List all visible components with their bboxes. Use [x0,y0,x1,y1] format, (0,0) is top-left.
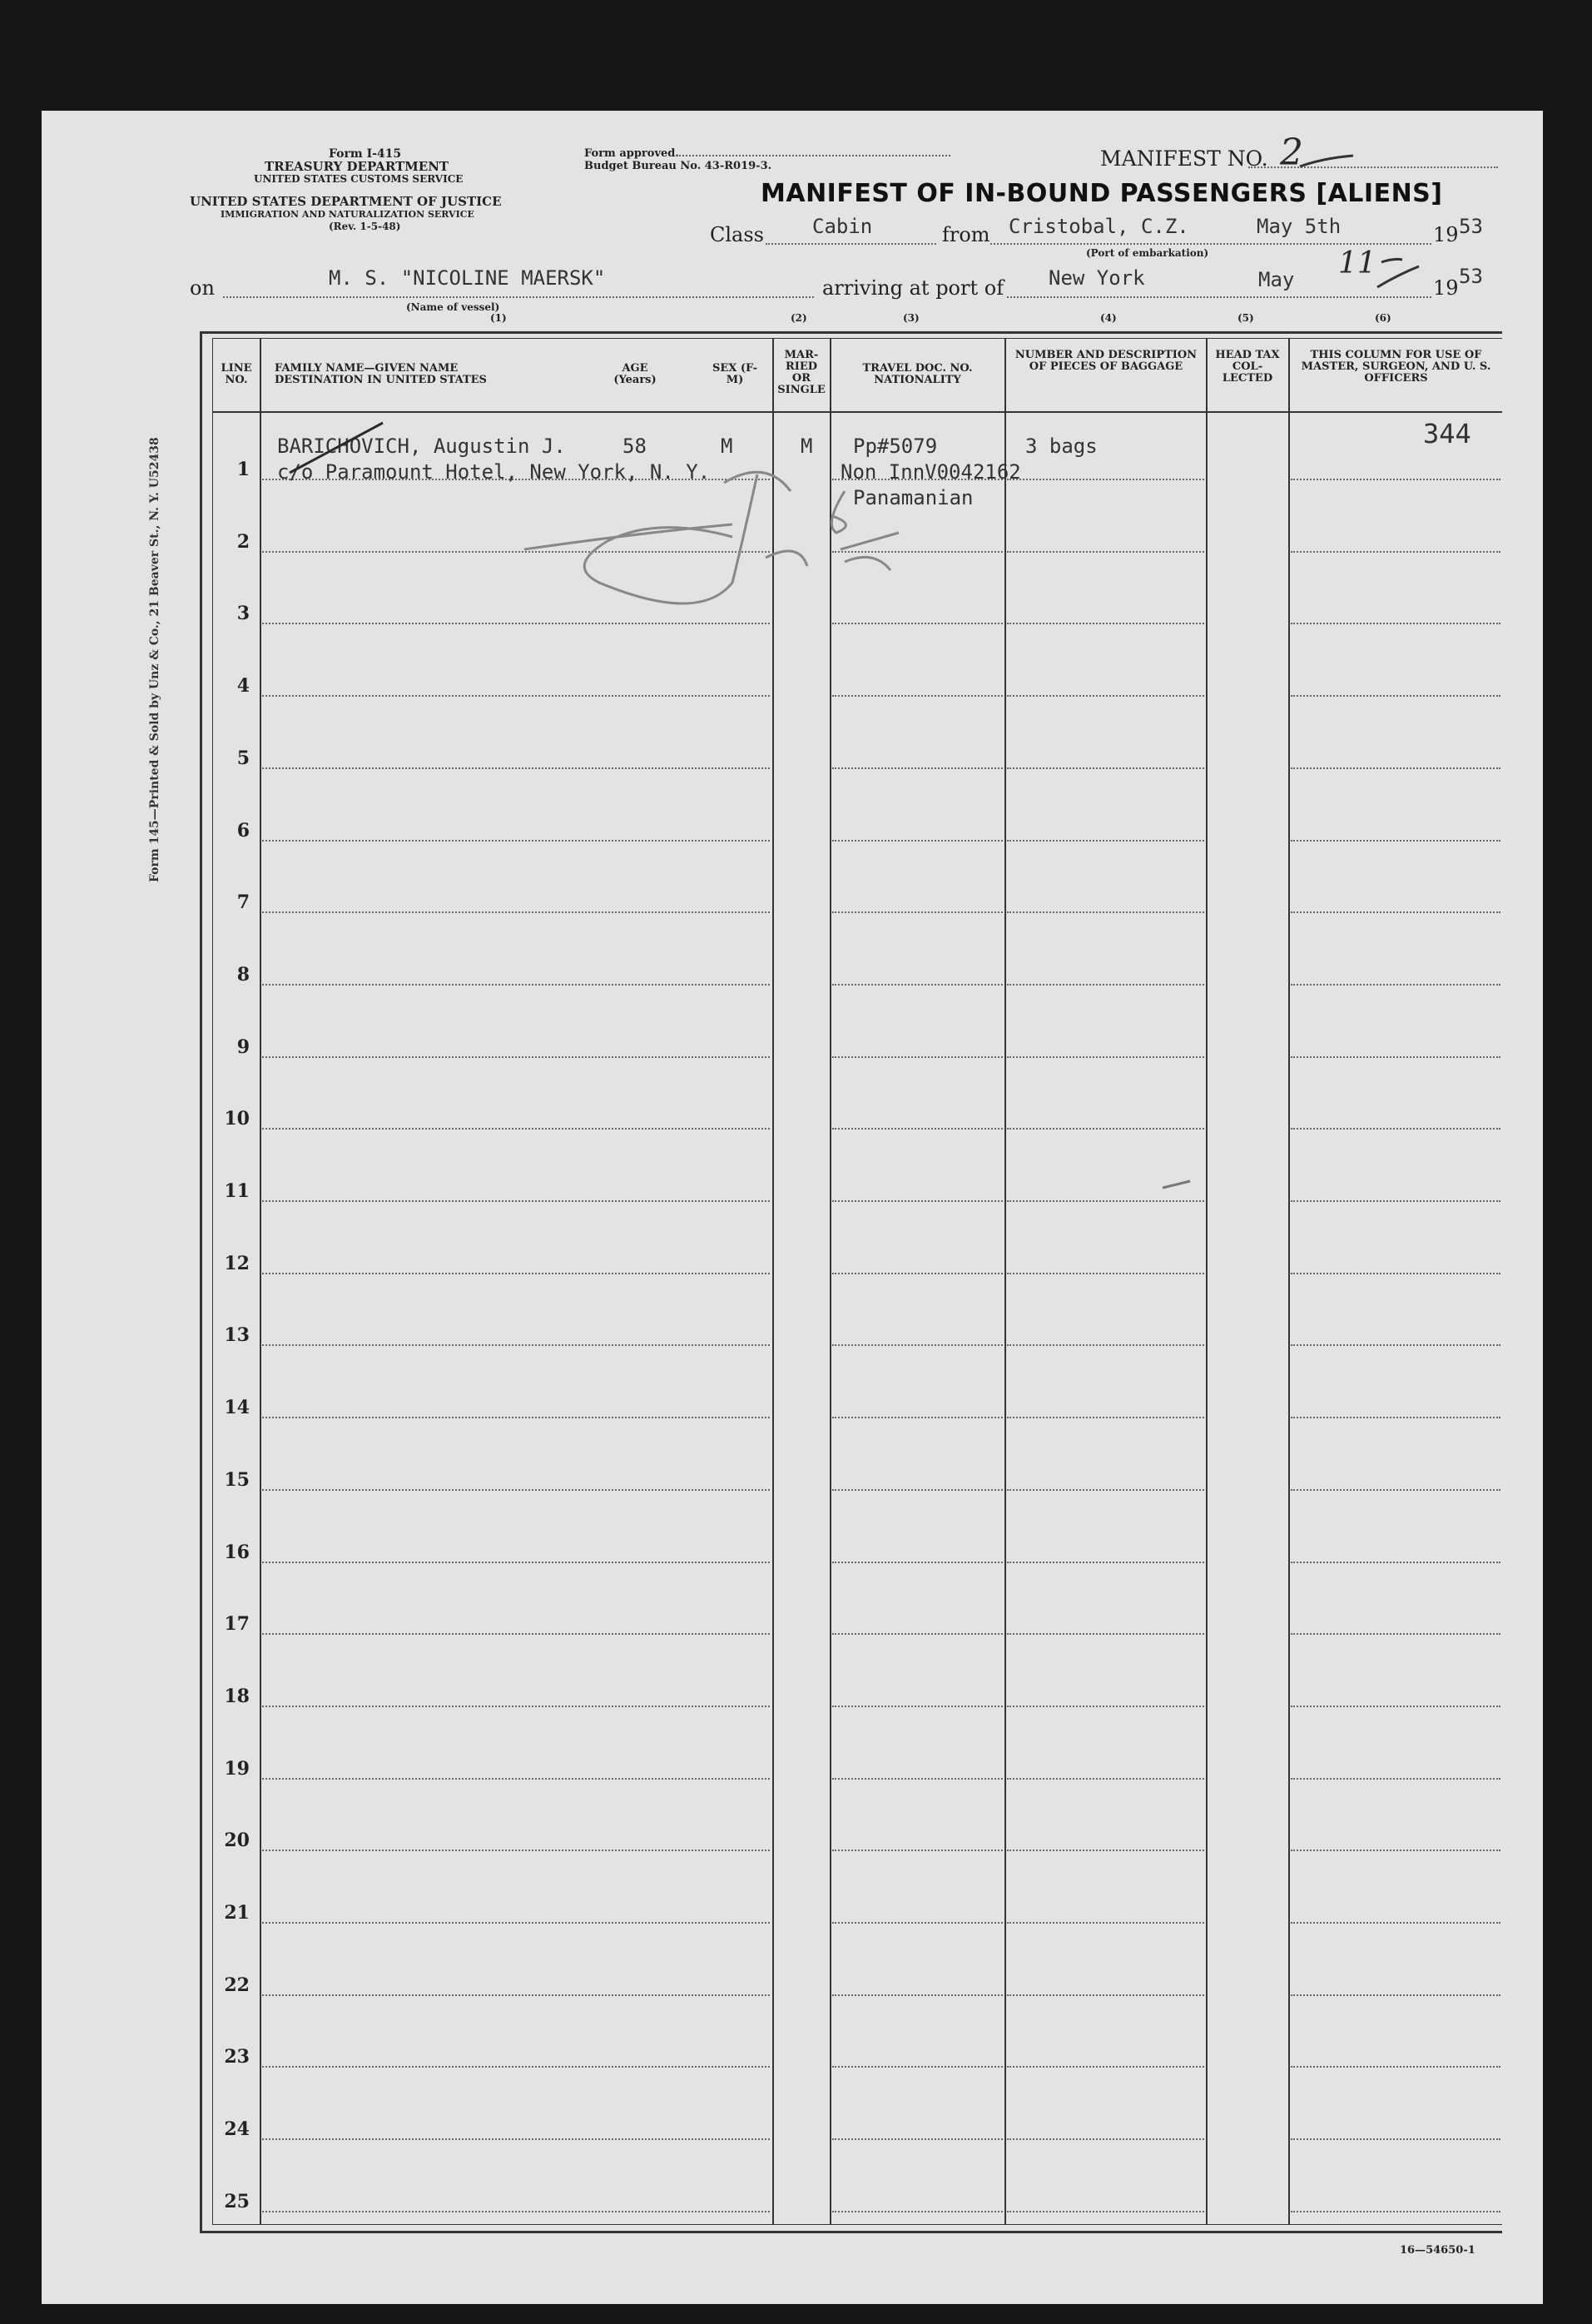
row-dotted-line [1007,984,1204,986]
budget-bureau: Budget Bureau No. 43-R019-3. [584,160,772,172]
row-dotted-line [1007,1850,1204,1851]
line-number: 15 [224,1468,250,1491]
line-number: 4 [236,675,250,698]
row-dotted-line [832,1344,1003,1346]
row-dotted-line [262,1994,770,1996]
row-dotted-line [1007,1922,1204,1924]
class-label: Class [710,223,764,246]
line-number: 12 [224,1252,250,1274]
row-dotted-line [1007,1489,1204,1491]
row-dotted-line [832,1922,1003,1924]
header-baggage: NUMBER AND DESCRIPTION OF PIECES OF BAGGAGE [1014,349,1198,373]
row-dotted-line [1291,1056,1500,1058]
row-dotted-line [1007,2066,1204,2068]
column-number: (3) [903,312,920,324]
row-dotted-line [1291,1562,1500,1563]
line-number: 7 [236,891,250,914]
check-mark [283,416,391,479]
line-number: 9 [236,1035,250,1058]
printer-imprint: Form 145—Printed & Sold by Unz & Co., 21 Beaver St., N. Y. U52438 [148,437,161,882]
row-dotted-line [262,2066,770,2068]
row-dotted-line [1007,1273,1204,1274]
baggage: 3 bags [1025,435,1098,458]
row-dotted-line [1291,1633,1500,1635]
row-dotted-line [832,1273,1003,1274]
row-dotted-line [1291,1778,1500,1780]
footer-form-code: 16—54650-1 [1400,2244,1475,2257]
line-number: 3 [236,603,250,625]
header-age: AGE (Years) [613,362,657,386]
arrival-day-stroke [1373,250,1423,300]
header-head-tax: HEAD TAX COL-LECTED [1215,349,1280,385]
form-number: Form I-415 [329,147,402,161]
row-dotted-line [832,1128,1003,1130]
row-dotted-line [832,1489,1003,1491]
row-dotted-line [832,2138,1003,2140]
header-line-no: LINE NO. [221,362,252,386]
header-officers: THIS COLUMN FOR USE OF MASTER, SURGEON, AND U. S. OFFICERS [1301,349,1491,385]
manifest-title: MANIFEST OF IN-BOUND PASSENGERS [ALIENS] [761,179,1443,208]
column-divider [1288,338,1290,2224]
column-divider [830,338,831,2224]
form-approved: Form approved. [584,147,679,160]
row-dotted-line [832,840,1003,842]
row-dotted-line [832,1056,1003,1058]
form-revision: (Rev. 1-5-48) [329,221,401,232]
row-dotted-line [1291,479,1500,480]
from-port: Cristobal, C.Z. [1009,215,1189,238]
row-dotted-line [1007,1562,1204,1563]
year-suffix-2: 53 [1459,265,1483,288]
row-dotted-line [1007,1994,1204,1996]
table-bottom-inner [212,2224,1502,2225]
table-top-inner [212,338,1502,339]
row-dotted-line [262,2138,770,2140]
dotted-line [766,243,936,245]
row-dotted-line [1291,984,1500,986]
line-number: 24 [224,2118,250,2141]
row-dotted-line [262,623,770,624]
year-prefix: 19 [1433,223,1459,246]
department-of-justice: UNITED STATES DEPARTMENT OF JUSTICE [190,194,502,209]
line-number: 17 [224,1613,250,1636]
arrival-day: 11 [1338,246,1376,281]
row-dotted-line [1291,1922,1500,1924]
column-number: (1) [490,312,507,324]
row-dotted-line [1291,840,1500,842]
line-number: 13 [224,1324,250,1347]
row-dotted-line [262,767,770,769]
row-dotted-line [1007,767,1204,769]
row-dotted-line [262,1778,770,1780]
dotted-line [990,243,1431,245]
year-suffix: 53 [1459,215,1483,238]
row-dotted-line [832,1706,1003,1707]
row-dotted-line [1007,2211,1204,2212]
line-number: 1 [236,459,250,480]
departure-date: May 5th [1257,215,1342,238]
row-dotted-line [1291,1344,1500,1346]
row-dotted-line [1007,479,1204,480]
row-dotted-line [1291,2138,1500,2140]
visa-number: Non InnV0042162 [841,460,1021,484]
row-dotted-line [832,2066,1003,2068]
row-dotted-line [1291,1850,1500,1851]
row-dotted-line [262,1128,770,1130]
arriving-label: arriving at port of [822,276,1004,300]
pencil-mark [1161,1178,1194,1190]
header-name: FAMILY NAME—GIVEN NAME DESTINATION IN UNITED STATES [275,362,487,386]
passenger-age: 58 [622,435,647,458]
row-dotted-line [1007,1128,1204,1130]
row-dotted-line [1291,623,1500,624]
row-dotted-line [832,1200,1003,1202]
row-dotted-line [262,1562,770,1563]
row-dotted-line [1291,911,1500,913]
line-number: 22 [224,1974,250,1996]
column-divider [260,338,261,2224]
table-bottom-border [200,2231,1502,2233]
row-dotted-line [1007,695,1204,697]
row-dotted-line [832,2211,1003,2212]
column-divider [772,338,774,2224]
line-number: 11 [224,1180,250,1202]
row-dotted-line [1291,695,1500,697]
row-dotted-line [1291,1417,1500,1418]
header-travel-doc: TRAVEL DOC. NO. NATIONALITY [862,362,973,386]
row-dotted-line [262,1706,770,1707]
row-dotted-line [262,1633,770,1635]
row-dotted-line [832,1417,1003,1418]
manifest-number-stroke [1298,154,1356,171]
line-number: 25 [224,2190,250,2212]
header-married: MAR-RIED OR SINGLE [777,349,826,396]
row-dotted-line [262,2211,770,2212]
row-dotted-line [1291,1200,1500,1202]
row-dotted-line [1291,2211,1500,2212]
row-dotted-line [262,1200,770,1202]
line-number: 2 [236,530,250,553]
passenger-marital: M [801,435,813,458]
immigration-service: IMMIGRATION AND NATURALIZATION SERVICE [221,209,474,220]
arrival-date: May [1258,268,1295,291]
column-number: (6) [1375,312,1391,324]
row-dotted-line [1007,1344,1204,1346]
row-dotted-line [1007,623,1204,624]
vessel-name: M. S. "NICOLINE MAERSK" [329,266,606,290]
line-number: 18 [224,1685,250,1707]
row-dotted-line [832,623,1003,624]
row-dotted-line [832,911,1003,913]
row-dotted-line [832,984,1003,986]
header-sex: SEX (F-M) [712,362,758,386]
port-of-embarkation-note: (Port of embarkation) [1086,247,1209,259]
officer-number: 344 [1423,418,1471,449]
manifest-no-label: MANIFEST NO. [1100,146,1268,171]
line-number: 10 [224,1108,250,1130]
column-divider [1004,338,1006,2224]
table-top-border [200,331,1502,334]
line-number: 20 [224,1830,250,1852]
row-dotted-line [262,984,770,986]
row-dotted-line [1291,1128,1500,1130]
row-dotted-line [832,767,1003,769]
row-dotted-line [1007,1417,1204,1418]
row-dotted-line [832,1850,1003,1851]
year-prefix-2: 19 [1433,276,1459,300]
row-dotted-line [1007,911,1204,913]
line-number: 8 [236,963,250,986]
row-dotted-line [262,1922,770,1924]
row-dotted-line [1007,1633,1204,1635]
row-dotted-line [1007,840,1204,842]
arrival-port: New York [1049,266,1145,290]
travel-doc-no: Pp#5079 [853,435,938,458]
row-dotted-line [1291,1273,1500,1274]
on-label: on [190,276,215,300]
passenger-sex: M [721,435,733,458]
row-dotted-line [1291,1706,1500,1707]
row-dotted-line [262,911,770,913]
row-dotted-line [832,1778,1003,1780]
line-number: 16 [224,1541,250,1563]
nationality: Panamanian [853,486,974,509]
passenger-destination: c/o Paramount Hotel, New York, N. Y. [277,460,711,484]
line-number: 5 [236,747,250,769]
column-number: (4) [1100,312,1117,324]
row-dotted-line [262,1273,770,1274]
header-bottom-border [212,411,1502,413]
row-dotted-line [1291,1994,1500,1996]
line-number: 19 [224,1757,250,1780]
row-dotted-line [262,1056,770,1058]
row-dotted-line [1007,1200,1204,1202]
row-dotted-line [1291,1489,1500,1491]
dotted-line [223,296,814,298]
row-dotted-line [262,1417,770,1418]
row-dotted-line [1007,1778,1204,1780]
column-number: (5) [1237,312,1254,324]
vessel-name-note: (Name of vessel) [406,301,500,313]
row-dotted-line [262,840,770,842]
dotted-line [1007,296,1431,298]
column-number: (2) [791,312,807,324]
row-dotted-line [1007,2138,1204,2140]
row-dotted-line [262,1489,770,1491]
line-number: 14 [224,1397,250,1419]
row-dotted-line [1007,1706,1204,1707]
row-dotted-line [262,1344,770,1346]
line-number: 21 [224,1902,250,1924]
row-dotted-line [1291,551,1500,553]
row-dotted-line [1007,1056,1204,1058]
line-number: 23 [224,2046,250,2068]
row-dotted-line [832,1633,1003,1635]
row-dotted-line [1007,551,1204,553]
passenger-name: BARICHOVICH, Augustin J. [277,435,566,458]
line-number: 6 [236,819,250,842]
row-dotted-line [262,1850,770,1851]
row-dotted-line [832,1562,1003,1563]
row-dotted-line [832,695,1003,697]
treasury-department: TREASURY DEPARTMENT [265,159,449,174]
from-label: from [942,223,990,246]
manifest-number: 2 [1280,132,1303,174]
signature [516,425,915,616]
row-dotted-line [1291,2066,1500,2068]
class-value: Cabin [812,215,873,238]
column-divider [1206,338,1208,2224]
customs-service: UNITED STATES CUSTOMS SERVICE [254,173,464,185]
row-dotted-line [262,695,770,697]
dotted-line [676,155,950,156]
row-dotted-line [1291,767,1500,769]
row-dotted-line [832,1994,1003,1996]
